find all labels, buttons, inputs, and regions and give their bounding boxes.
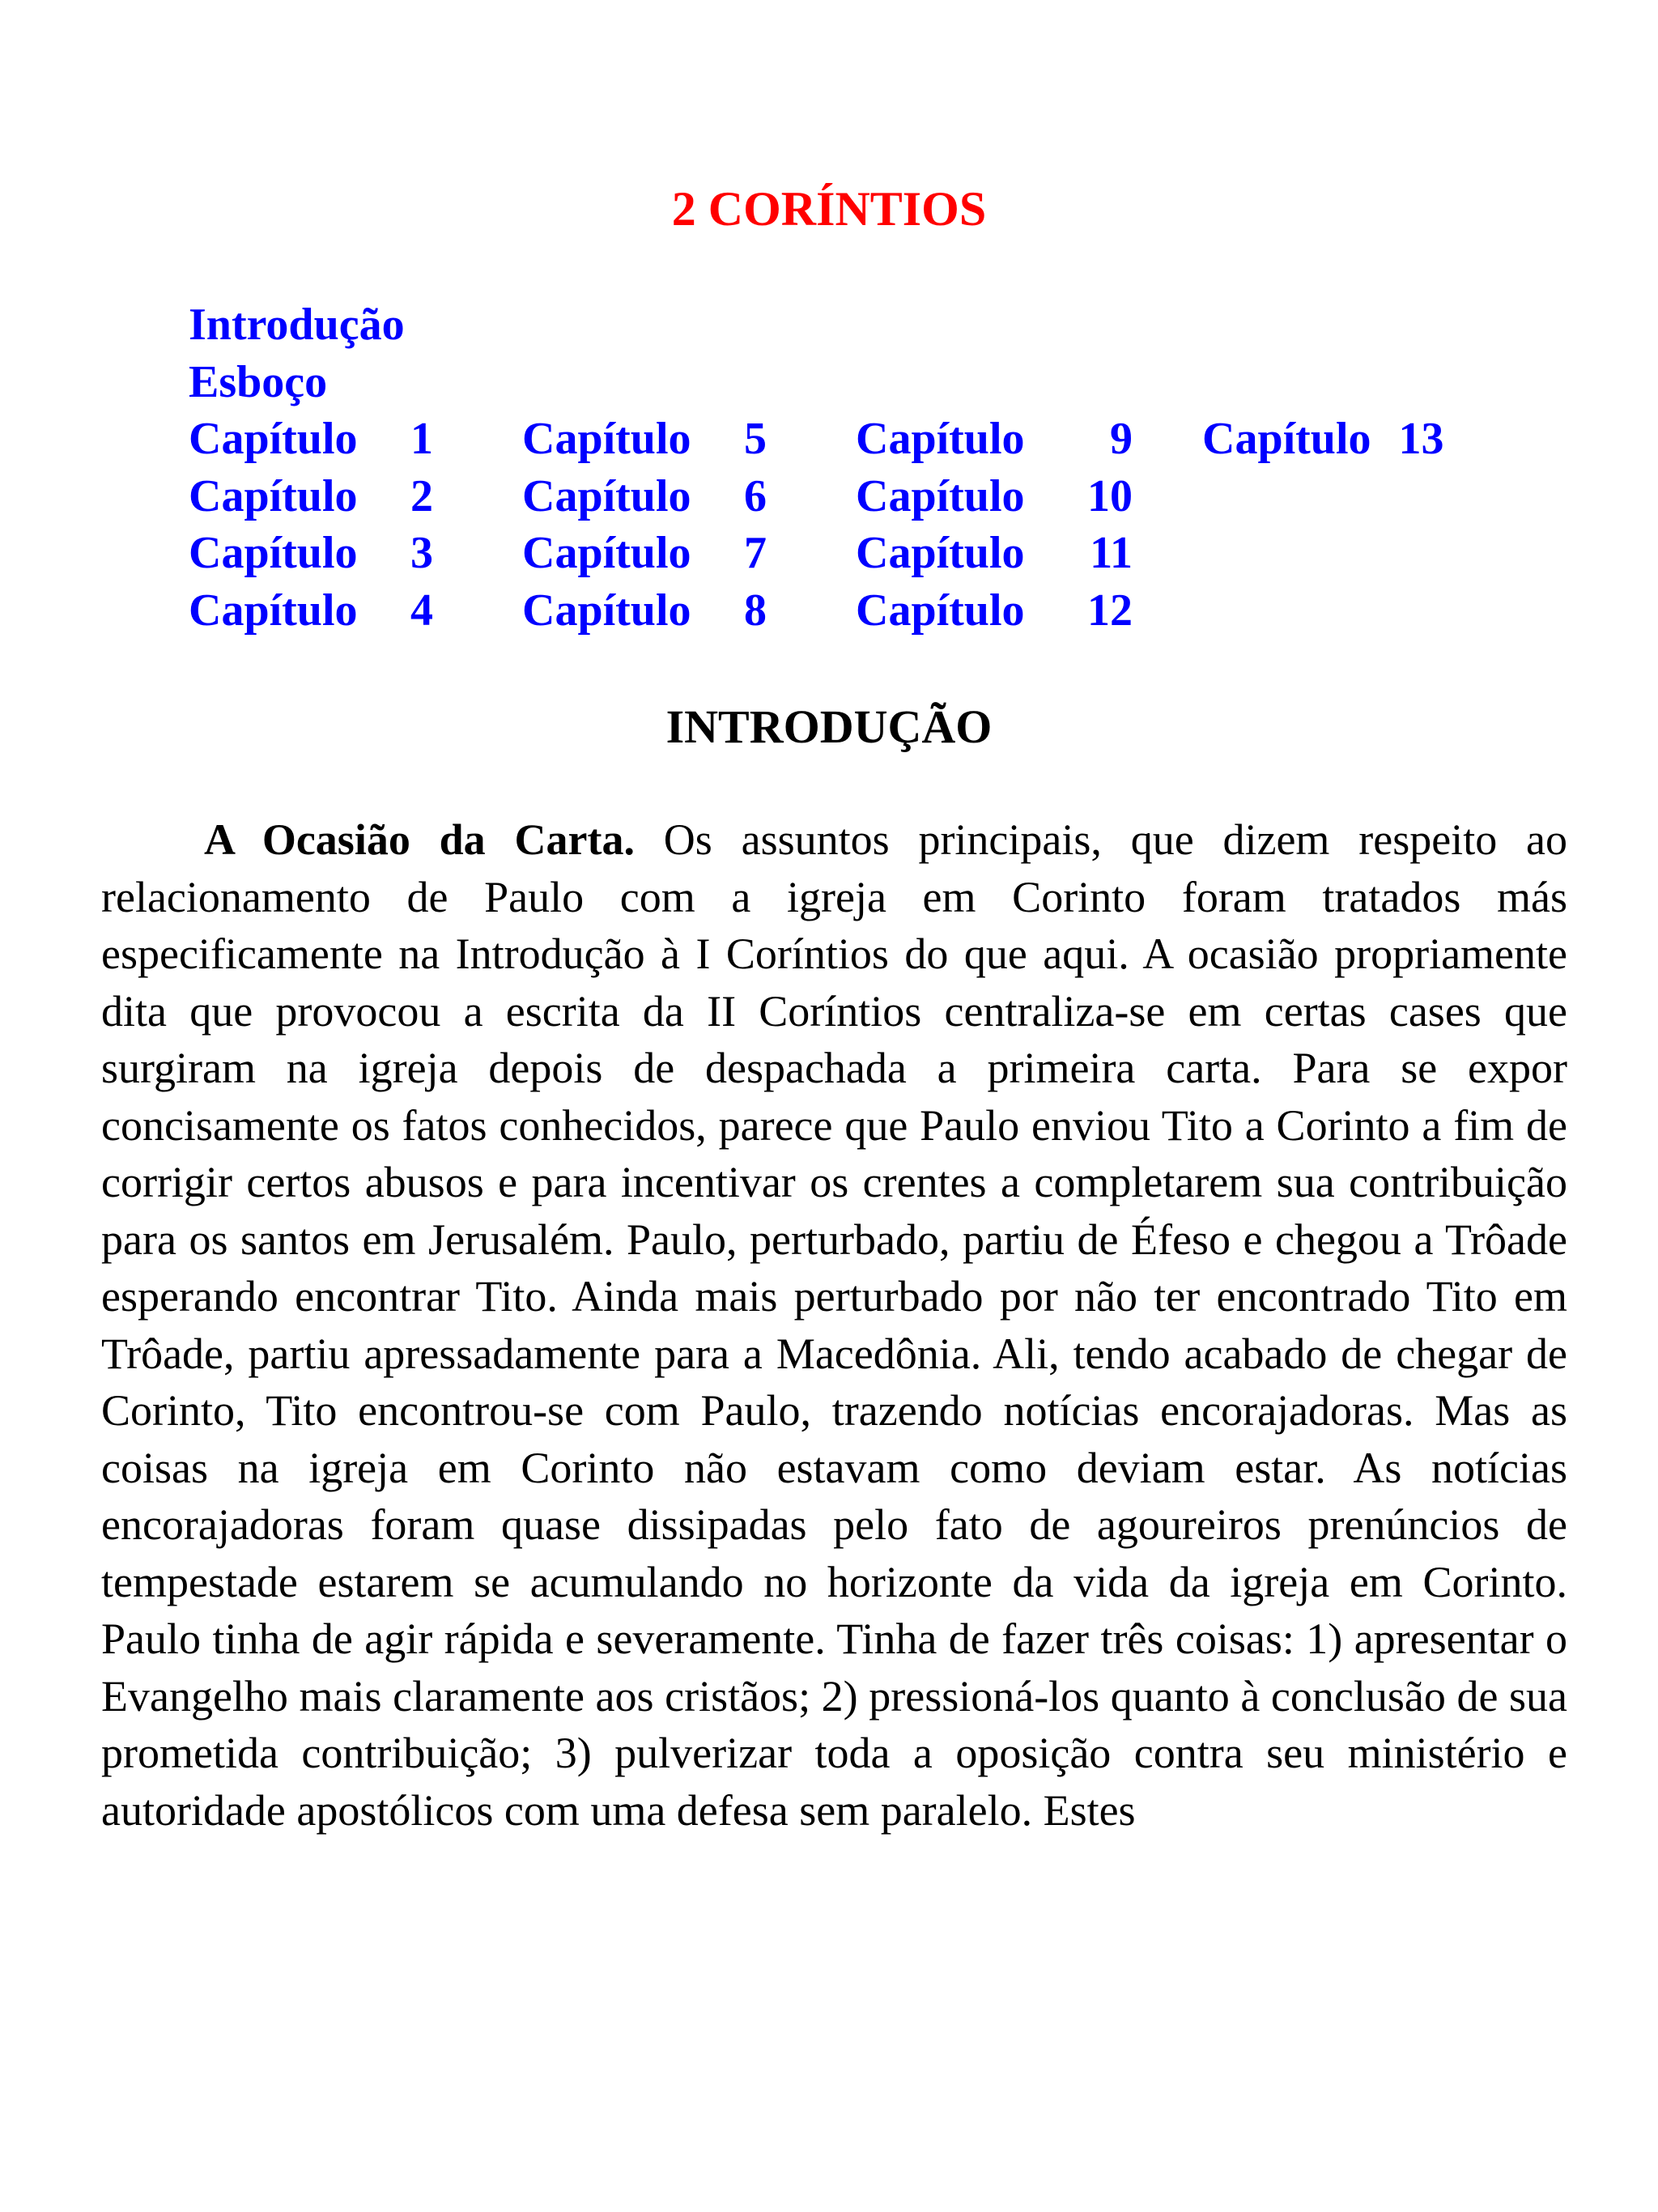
section-heading-introducao: INTRODUÇÃO [665, 700, 993, 753]
toc-link-capitulo-9[interactable]: Capítulo 9 [856, 414, 1133, 464]
table-of-contents [189, 296, 1516, 639]
paragraph-lead: A Ocasião da Carta. [204, 815, 635, 864]
toc-link-capitulo-1[interactable]: Capítulo 1 [189, 414, 433, 464]
toc-link-capitulo-4[interactable]: Capítulo 4 [189, 585, 433, 636]
toc-link-capitulo-6[interactable]: Capítulo 6 [522, 470, 767, 521]
toc-link-capitulo-10[interactable]: Capítulo 10 [856, 470, 1133, 521]
toc-link-capitulo-2[interactable]: Capítulo 2 [189, 470, 433, 521]
document-title: 2 CORÍNTIOS [671, 182, 987, 236]
toc-link-capitulo-12[interactable]: Capítulo 12 [856, 585, 1133, 636]
toc-link-capitulo-11[interactable]: Capítulo 11 [856, 528, 1133, 578]
toc-link-esboco[interactable]: Esboço [189, 356, 328, 407]
toc-link-capitulo-8[interactable]: Capítulo 8 [522, 585, 767, 636]
chapter-links-grid [189, 410, 1516, 639]
toc-link-capitulo-13[interactable]: Capítulo 13 [1202, 414, 1444, 464]
toc-link-capitulo-7[interactable]: Capítulo 7 [522, 528, 767, 578]
toc-link-capitulo-5[interactable]: Capítulo 5 [522, 414, 767, 464]
toc-link-introducao[interactable]: Introdução [189, 300, 405, 350]
toc-link-capitulo-3[interactable]: Capítulo 3 [189, 528, 433, 578]
paragraph-body: Os assuntos principais, que dizem respeito ao relacionamento de Paulo com a igreja em Corinto foram tratados más especificamente na Introdução à I Coríntios do que aqui. A ocasião propriamente dita que provocou a escrita da II Coríntios centraliza-se em certas cases que surgiram na igreja depois de despachada a primeira carta. Para se expor concisamente os fatos conhecidos, parece que Paulo enviou Tito a Corinto a fim de corrigir certos abusos e para incentivar os crentes a completarem sua contribuição para os santos em Jerusalém. Paulo, perturbado, partiu de Éfeso e chegou a Trôade esperando encontrar Tito. Ainda mais perturbado por não ter encontrado Tito em Trôade, partiu apressadamente para a Macedônia. Ali, tendo acabado de chegar de Corinto, Tito encontrou-se com Paulo, trazendo notícias encorajadoras. Mas as coisas na igreja em Corinto não estavam como deviam estar. As notícias encorajadoras foram quase dissipadas pelo fato de agoureiros prenúncios de tempestade estarem se acumulando no horizonte da vida da igreja em Corinto. Paulo tinha de agir rápida e severamente. Tinha de fazer três coisas: 1) apresentar o Evangelho mais claramente aos cristãos; 2) pressioná-los quanto à conclusão de sua prometida contribuição; 3) pulverizar toda a oposição contra seu ministério e autoridade apostólicos com uma defesa sem paralelo. Estes [101, 815, 1567, 1835]
introduction-paragraph [101, 811, 1567, 1839]
